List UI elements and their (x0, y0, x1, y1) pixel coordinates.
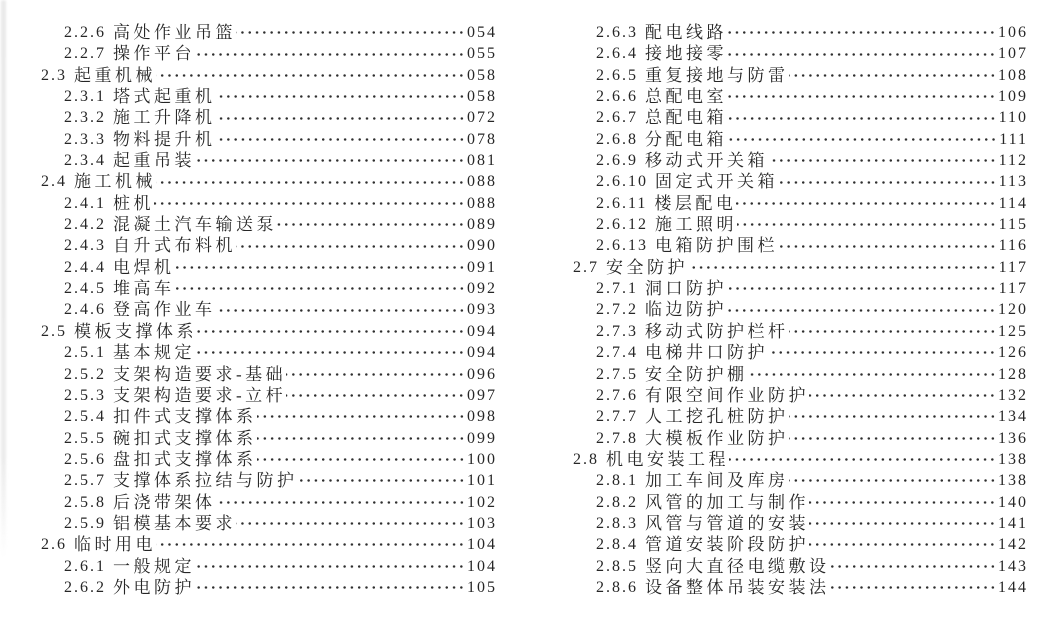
toc-entry (41, 171, 497, 192)
toc-entry-title: 扣件式支撑体系 (113, 407, 257, 427)
toc-entry (573, 65, 1028, 86)
toc-dot-leader (727, 44, 996, 65)
toc-dot-leader (789, 470, 997, 491)
toc-entry (41, 235, 497, 256)
toc-entry (41, 385, 497, 406)
toc-dot-leader (277, 214, 465, 235)
toc-dot-leader (789, 65, 997, 86)
toc-page-number: 100 (467, 450, 497, 468)
toc-entry (41, 406, 497, 427)
toc-entry (573, 492, 1028, 513)
toc-entry-title: 接地接零 (645, 44, 727, 64)
toc-dot-leader (778, 172, 997, 193)
toc-entry-title: 重复接地与防雷 (645, 65, 789, 85)
toc-page-number: 054 (467, 24, 497, 41)
toc-page-number: 117 (998, 258, 1028, 276)
toc-entry (573, 556, 1028, 577)
toc-entry-title: 碗扣式支撑体系 (113, 428, 257, 448)
toc-page-number: 107 (998, 45, 1028, 63)
toc-entry-number: 2.5.6 (64, 450, 106, 468)
toc-entry (41, 428, 497, 449)
toc-entry-title: 支撑体系拉结与防护 (113, 471, 298, 491)
toc-entry-title: 电箱防护围栏 (655, 236, 778, 256)
toc-entry-number: 2.8.3 (596, 514, 638, 532)
toc-dot-leader (195, 342, 465, 363)
toc-dot-leader (156, 65, 465, 86)
toc-entry-title: 支架构造要求-立杆 (113, 385, 287, 405)
toc-entry-number: 2.5.5 (64, 429, 106, 447)
toc-page-number: 098 (467, 408, 497, 426)
toc-page-number: 108 (998, 66, 1028, 84)
toc-entry-number: 2.6.12 (596, 216, 648, 234)
toc-dot-leader (195, 150, 465, 171)
toc-entry-number: 2.5.2 (64, 365, 106, 383)
toc-entry-number: 2.6.3 (596, 24, 638, 41)
toc-entry-title: 后浇带架体 (113, 492, 216, 512)
toc-dot-leader (195, 44, 465, 65)
toc-page-number: 125 (998, 322, 1028, 340)
toc-page-number: 097 (467, 386, 497, 404)
toc-page-number: 120 (998, 301, 1028, 319)
toc-page-number: 055 (467, 45, 497, 63)
toc-entry-number: 2.8.1 (596, 472, 638, 490)
toc-entry-number: 2.7.6 (596, 386, 638, 404)
toc-page-number: 058 (467, 88, 497, 106)
toc-entry-title: 风管与管道的安装 (645, 513, 809, 533)
toc-entry-number: 2.5.3 (64, 386, 106, 404)
toc-dot-leader (156, 534, 465, 555)
toc-entry-number: 2.6.7 (596, 109, 638, 127)
toc-page-number: 140 (998, 493, 1028, 511)
toc-page-number: 094 (467, 322, 497, 340)
toc-page-number: 104 (467, 536, 497, 554)
toc-page-number: 105 (467, 578, 497, 596)
toc-entry (573, 278, 1028, 299)
toc-dot-leader (727, 22, 996, 43)
toc-entry (41, 278, 497, 299)
toc-entry-title: 高处作业吊篮 (113, 23, 236, 42)
toc-entry-number: 2.7.1 (596, 280, 638, 298)
toc-page-number: 126 (998, 344, 1028, 362)
toc-entry-title: 分配电箱 (645, 129, 727, 149)
toc-page-number: 143 (998, 557, 1028, 575)
toc-entry-title: 移动式防护栏杆 (645, 321, 789, 341)
toc-entry-title: 风管的加工与制作 (645, 492, 809, 512)
toc-page-number: 138 (998, 450, 1028, 468)
toc-dot-leader (809, 534, 996, 555)
toc-entry-number: 2.3.3 (64, 130, 106, 148)
toc-entry (41, 214, 497, 235)
toc-entry-title: 配电线路 (645, 23, 727, 42)
toc-entry-title: 安全防护 (606, 257, 688, 277)
toc-entry-number: 2.6 (41, 536, 67, 554)
toc-entry-title: 固定式开关箱 (655, 172, 778, 192)
toc-page-number: 099 (467, 429, 497, 447)
toc-entry (41, 150, 497, 171)
toc-entry (41, 299, 497, 320)
toc-entry (41, 513, 497, 534)
toc-entry (573, 214, 1028, 235)
toc-dot-leader (236, 513, 465, 534)
toc-page-number: 132 (998, 386, 1028, 404)
toc-entry-number: 2.7.5 (596, 365, 638, 383)
toc-entry (573, 129, 1028, 150)
toc-page-number: 088 (467, 173, 497, 191)
toc-entry-title: 铝模基本要求 (113, 513, 236, 533)
toc-entry (41, 22, 497, 43)
toc-entry (573, 577, 1028, 598)
toc-entry-number: 2.5.4 (64, 408, 106, 426)
toc-entry (573, 257, 1028, 278)
toc-entry-title: 施工机械 (74, 172, 156, 192)
toc-entry (41, 43, 497, 64)
toc-entry-title: 移动式开关箱 (645, 151, 768, 171)
toc-dot-leader (809, 492, 996, 513)
toc-entry-number: 2.8.2 (596, 493, 638, 511)
toc-page-number: 094 (467, 344, 497, 362)
toc-dot-leader (727, 278, 997, 299)
toc-entry-number: 2.7.2 (596, 301, 638, 319)
toc-page-number: 144 (998, 578, 1028, 596)
toc-page-number: 091 (467, 258, 497, 276)
toc-entry-number: 2.6.9 (596, 152, 638, 170)
toc-entry-title: 支架构造要求-基础 (113, 364, 287, 384)
toc-entry-title: 登高作业车 (113, 300, 216, 320)
toc-entry-number: 2.3.1 (64, 88, 106, 106)
toc-entry-title: 物料提升机 (113, 129, 216, 149)
toc-entry-number: 2.8 (573, 450, 599, 468)
toc-entry-number: 2.5.8 (64, 493, 106, 511)
toc-page-number: 093 (467, 301, 497, 319)
toc-entry-number: 2.4.1 (64, 194, 106, 212)
toc-entry-number: 2.6.1 (64, 557, 106, 575)
toc-entry (573, 449, 1028, 470)
toc-entry (573, 385, 1028, 406)
toc-page-number: 092 (467, 280, 497, 298)
toc-dot-leader (688, 257, 997, 278)
toc-entry-number: 2.2.7 (64, 45, 106, 63)
toc-entry-number: 2.5.1 (64, 344, 106, 362)
toc-entry (573, 171, 1028, 192)
toc-dot-leader (789, 321, 997, 342)
toc-entry-number: 2.6.8 (596, 130, 638, 148)
toc-page-number: 136 (998, 429, 1028, 447)
toc-entry (41, 129, 497, 150)
toc-page-number: 134 (998, 408, 1028, 426)
toc-dot-leader (727, 86, 996, 107)
toc-dot-leader (809, 513, 996, 534)
toc-entry-number: 2.4 (41, 173, 67, 191)
toc-entry-title: 基本规定 (113, 343, 195, 363)
toc-entry-number: 2.6.10 (596, 173, 648, 191)
toc-dot-leader (737, 214, 997, 235)
toc-page-number: 138 (998, 472, 1028, 490)
toc-entry (573, 321, 1028, 342)
toc-dot-leader (727, 300, 996, 321)
toc-entry-number: 2.5.9 (64, 514, 106, 532)
toc-dot-leader (156, 172, 465, 193)
toc-entry-title: 电梯井口防护 (645, 343, 768, 363)
toc-page-number: 072 (467, 109, 497, 127)
toc-page-number: 088 (467, 194, 497, 212)
toc-page-number: 128 (998, 365, 1028, 383)
toc-entry (41, 342, 497, 363)
toc-dot-leader (789, 406, 997, 427)
toc-entry (573, 406, 1028, 427)
toc-entry-title: 起重吊装 (113, 151, 195, 171)
toc-page-number: 113 (998, 173, 1028, 191)
toc-entry-number: 2.6.6 (596, 88, 638, 106)
toc-entry (573, 513, 1028, 534)
toc-dot-leader (216, 129, 466, 150)
toc-page-number: 090 (467, 237, 497, 255)
toc-page-number: 114 (998, 194, 1028, 212)
toc-entry (41, 107, 497, 128)
toc-entry-title: 盘扣式支撑体系 (113, 449, 257, 469)
toc-entry (41, 86, 497, 107)
toc-dot-leader (216, 492, 466, 513)
toc-entry-title: 设备整体吊装安装法 (645, 577, 830, 597)
toc-page-number: 117 (998, 280, 1028, 298)
toc-entry-title: 楼层配电 (654, 193, 737, 213)
toc-entry-title: 有限空间作业防护 (645, 385, 809, 405)
toc-entry-title: 模板支撑体系 (74, 321, 197, 341)
toc-dot-leader (195, 556, 465, 577)
toc-dot-leader (727, 129, 997, 150)
toc-entry (573, 342, 1028, 363)
toc-entry-title: 起重机械 (74, 65, 156, 85)
toc-page-number: 106 (998, 24, 1028, 41)
toc-entry-number: 2.4.6 (64, 301, 106, 319)
toc-dot-leader (236, 22, 465, 43)
toc-entry-number: 2.7 (573, 258, 599, 276)
toc-dot-leader (298, 470, 466, 491)
toc-dot-leader (830, 556, 997, 577)
toc-page-number: 058 (467, 66, 497, 84)
toc-entry (41, 364, 497, 385)
toc-entry-title: 洞口防护 (645, 279, 727, 299)
toc-entry-title: 堆高车 (113, 279, 175, 299)
toc-entry (41, 470, 497, 491)
toc-page-number: 081 (467, 152, 497, 170)
toc-entry (41, 534, 497, 555)
toc-dot-leader (216, 108, 466, 129)
toc-page-number: 112 (998, 152, 1028, 170)
toc-page-number: 109 (998, 88, 1028, 106)
toc-entry-title: 竖向大直径电缆敷设 (645, 556, 830, 576)
toc-dot-leader (154, 193, 465, 214)
toc-entry-title: 临时用电 (74, 535, 156, 555)
toc-page-number: 110 (998, 109, 1028, 127)
toc-entry (573, 428, 1028, 449)
toc-entry (41, 577, 497, 598)
toc-entry-title: 一般规定 (113, 556, 195, 576)
toc-entry-number: 2.8.6 (596, 578, 638, 596)
toc-page-number: 115 (998, 216, 1028, 234)
toc-dot-leader (175, 257, 466, 278)
toc-entry-number: 2.4.2 (64, 216, 106, 234)
toc-entry-number: 2.3.2 (64, 109, 106, 127)
toc-entry (41, 449, 497, 470)
toc-entry-number: 2.6.5 (596, 66, 638, 84)
toc-entry-title: 桩机 (113, 193, 154, 213)
toc-dot-leader (830, 577, 997, 598)
toc-entry-title: 混凝土汽车输送泵 (113, 215, 277, 235)
toc-entry-number: 2.6.2 (64, 578, 106, 596)
toc-dot-leader (729, 449, 996, 470)
toc-entry-title: 总配电箱 (645, 108, 727, 128)
toc-entry-number: 2.5.7 (64, 472, 106, 490)
toc-entry (573, 22, 1028, 43)
toc-entry (573, 107, 1028, 128)
toc-entry-title: 外电防护 (113, 577, 195, 597)
toc-entry-number: 2.7.7 (596, 408, 638, 426)
toc-column-right (573, 22, 1028, 598)
toc-entry-number: 2.3 (41, 66, 67, 84)
toc-entry-number: 2.8.4 (596, 536, 638, 554)
toc-entry-number: 2.6.13 (596, 237, 648, 255)
toc-page-number: 096 (467, 365, 497, 383)
toc-dot-leader (216, 300, 466, 321)
toc-page-number: 078 (467, 130, 497, 148)
toc-entry (573, 150, 1028, 171)
toc-entry-title: 临边防护 (645, 300, 727, 320)
toc-dot-leader (789, 428, 997, 449)
toc-entry (41, 193, 497, 214)
toc-entry (573, 364, 1028, 385)
toc-entry-number: 2.7.4 (596, 344, 638, 362)
toc-entry-title: 管道安装阶段防护 (645, 535, 809, 555)
toc-dot-leader (286, 385, 465, 406)
page-edge-shadow (1, 0, 6, 558)
toc-entry-number: 2.2.6 (64, 24, 106, 41)
toc-entry (41, 257, 497, 278)
toc-dot-leader (175, 278, 466, 299)
toc-dot-leader (727, 108, 997, 129)
toc-dot-leader (257, 406, 466, 427)
toc-dot-leader (216, 86, 466, 107)
toc-entry-number: 2.6.4 (596, 45, 638, 63)
toc-entry (573, 534, 1028, 555)
toc-page-number: 101 (467, 472, 497, 490)
toc-entry-title: 施工升降机 (113, 108, 216, 128)
toc-entry-title: 电焊机 (113, 257, 175, 277)
toc-entry-title: 自升式布料机 (113, 236, 236, 256)
toc-entry-number: 2.8.5 (596, 557, 638, 575)
toc-dot-leader (768, 342, 996, 363)
toc-entry-number: 2.7.3 (596, 322, 638, 340)
toc-entry-number: 2.4.3 (64, 237, 106, 255)
toc-dot-leader (778, 236, 997, 257)
toc-entry-title: 总配电室 (645, 87, 727, 107)
toc-dot-leader (809, 385, 996, 406)
toc-entry-number: 2.7.8 (596, 429, 638, 447)
toc-column-left (41, 22, 497, 598)
toc-entry (41, 492, 497, 513)
toc-entry-number: 2.6.11 (596, 194, 648, 212)
toc-page-number: 089 (467, 216, 497, 234)
toc-entry (573, 193, 1028, 214)
toc-entry-title: 塔式起重机 (113, 87, 216, 107)
toc-entry-title: 施工照明 (655, 215, 737, 235)
toc-dot-leader (736, 193, 996, 214)
toc-dot-leader (197, 321, 465, 342)
toc-page-number: 103 (467, 514, 497, 532)
toc-entry-number: 2.3.4 (64, 152, 106, 170)
toc-entry (41, 65, 497, 86)
toc-dot-leader (257, 428, 466, 449)
toc-entry (573, 235, 1028, 256)
toc-entry-title: 加工车间及库房 (645, 471, 789, 491)
toc-entry-title: 人工挖孔桩防护 (645, 407, 789, 427)
toc-entry-title: 机电安装工程 (606, 449, 729, 469)
toc-page-number: 142 (998, 536, 1028, 554)
toc-entry-title: 操作平台 (113, 44, 195, 64)
toc-entry-number: 2.4.4 (64, 258, 106, 276)
toc-entry-number: 2.5 (41, 322, 67, 340)
toc-entry-number: 2.4.5 (64, 280, 106, 298)
toc-page-number: 141 (998, 514, 1028, 532)
toc-dot-leader (195, 577, 465, 598)
toc-entry-title: 安全防护棚 (645, 364, 748, 384)
toc-page-number: 104 (467, 557, 497, 575)
toc-entry (41, 321, 497, 342)
toc-page-number: 116 (998, 237, 1028, 255)
toc-dot-leader (257, 449, 466, 470)
toc-dot-leader (236, 236, 465, 257)
toc-entry (41, 556, 497, 577)
toc-dot-leader (286, 364, 465, 385)
toc-entry-title: 大模板作业防护 (645, 428, 789, 448)
toc-entry (573, 470, 1028, 491)
toc-page-number: 111 (999, 130, 1028, 148)
toc-entry (573, 86, 1028, 107)
toc-page-number: 102 (467, 493, 497, 511)
toc-dot-leader (748, 364, 997, 385)
toc-entry (573, 43, 1028, 64)
toc-dot-leader (768, 150, 997, 171)
toc-entry (573, 299, 1028, 320)
